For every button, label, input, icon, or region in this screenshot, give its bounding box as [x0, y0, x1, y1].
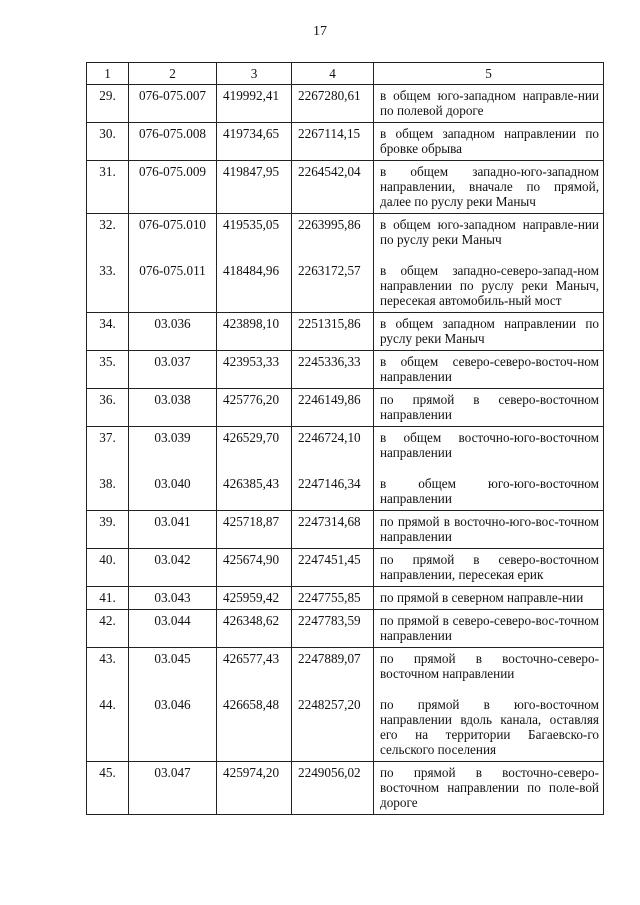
row-number: 43. [87, 648, 129, 686]
point-code: 076-075.007 [129, 85, 217, 123]
coord-y: 2247755,85 [292, 587, 374, 610]
boundary-description: по прямой в юго-восточном направлении вдоль канала, оставляя его на территории Багаевско-го сельского поселения [374, 685, 604, 762]
point-code: 03.045 [129, 648, 217, 686]
table-row [87, 685, 604, 762]
coord-y: 2263172,57 [292, 251, 374, 313]
coord-y: 2267280,61 [292, 85, 374, 123]
coord-y: 2249056,02 [292, 762, 374, 815]
coord-x: 426658,48 [217, 685, 292, 762]
table-row [87, 251, 604, 313]
column-header: 3 [217, 63, 292, 85]
boundary-description: по прямой в восточно-северо-восточном направлении по поле-вой дороге [374, 762, 604, 815]
table-row [87, 427, 604, 465]
row-number: 41. [87, 587, 129, 610]
table-row [87, 313, 604, 351]
table-row [87, 464, 604, 511]
table-row [87, 762, 604, 815]
coord-y: 2246149,86 [292, 389, 374, 427]
row-number: 30. [87, 123, 129, 161]
boundary-description: по прямой в северо-восточном направлении [374, 389, 604, 427]
row-number: 34. [87, 313, 129, 351]
row-number: 31. [87, 161, 129, 214]
point-code: 03.036 [129, 313, 217, 351]
coord-y: 2267114,15 [292, 123, 374, 161]
boundary-description: по прямой в северо-восточном направлении, пересекая ерик [374, 549, 604, 587]
boundary-points-table [86, 62, 604, 815]
table-row [87, 610, 604, 648]
coord-x: 426529,70 [217, 427, 292, 465]
row-number: 37. [87, 427, 129, 465]
boundary-description: в общем юго-юго-восточном направлении [374, 464, 604, 511]
coord-x: 425974,20 [217, 762, 292, 815]
boundary-description: в общем юго-западном направле-нии по полевой дороге [374, 85, 604, 123]
point-code: 03.046 [129, 685, 217, 762]
coord-x: 423898,10 [217, 313, 292, 351]
coord-x: 419535,05 [217, 214, 292, 252]
point-code: 03.038 [129, 389, 217, 427]
coord-y: 2245336,33 [292, 351, 374, 389]
boundary-description: по прямой в северо-северо-вос-точном направлении [374, 610, 604, 648]
coord-y: 2248257,20 [292, 685, 374, 762]
point-code: 076-075.011 [129, 251, 217, 313]
row-number: 35. [87, 351, 129, 389]
column-header: 4 [292, 63, 374, 85]
point-code: 076-075.010 [129, 214, 217, 252]
row-number: 39. [87, 511, 129, 549]
coord-y: 2247783,59 [292, 610, 374, 648]
table-row [87, 214, 604, 252]
coord-x: 425776,20 [217, 389, 292, 427]
table-row [87, 161, 604, 214]
boundary-description: в общем западно-северо-запад-ном направлении по руслу реки Маныч, пересекая автомобиль-ный мост [374, 251, 604, 313]
column-header: 1 [87, 63, 129, 85]
boundary-description: в общем восточно-юго-восточном направлении [374, 427, 604, 465]
row-number: 36. [87, 389, 129, 427]
table-row [87, 389, 604, 427]
coord-x: 425674,90 [217, 549, 292, 587]
row-number: 29. [87, 85, 129, 123]
boundary-description: по прямой в северном направле-нии [374, 587, 604, 610]
page-number: 17 [313, 24, 327, 39]
column-header: 2 [129, 63, 217, 85]
coord-x: 419734,65 [217, 123, 292, 161]
coord-y: 2246724,10 [292, 427, 374, 465]
table-row [87, 85, 604, 123]
coord-y: 2247451,45 [292, 549, 374, 587]
coord-x: 418484,96 [217, 251, 292, 313]
table-row [87, 648, 604, 686]
row-number: 42. [87, 610, 129, 648]
table-header-row [87, 63, 604, 85]
point-code: 03.039 [129, 427, 217, 465]
point-code: 03.047 [129, 762, 217, 815]
point-code: 03.042 [129, 549, 217, 587]
table-row [87, 587, 604, 610]
coord-x: 426385,43 [217, 464, 292, 511]
boundary-description: в общем юго-западном направле-нии по руслу реки Маныч [374, 214, 604, 252]
coord-y: 2247146,34 [292, 464, 374, 511]
coord-x: 426577,43 [217, 648, 292, 686]
coord-y: 2264542,04 [292, 161, 374, 214]
boundary-description: по прямой в восточно-юго-вос-точном направлении [374, 511, 604, 549]
point-code: 076-075.008 [129, 123, 217, 161]
boundary-description: в общем западном направлении по бровке обрыва [374, 123, 604, 161]
coord-x: 419847,95 [217, 161, 292, 214]
point-code: 03.044 [129, 610, 217, 648]
boundary-description: по прямой в восточно-северо-восточном направлении [374, 648, 604, 686]
coord-y: 2247314,68 [292, 511, 374, 549]
point-code: 03.043 [129, 587, 217, 610]
coord-x: 419992,41 [217, 85, 292, 123]
coord-y: 2251315,86 [292, 313, 374, 351]
coord-y: 2247889,07 [292, 648, 374, 686]
row-number: 44. [87, 685, 129, 762]
coord-x: 425718,87 [217, 511, 292, 549]
coord-x: 426348,62 [217, 610, 292, 648]
point-code: 03.040 [129, 464, 217, 511]
point-code: 03.037 [129, 351, 217, 389]
column-header: 5 [374, 63, 604, 85]
coord-x: 425959,42 [217, 587, 292, 610]
row-number: 45. [87, 762, 129, 815]
table-row [87, 549, 604, 587]
boundary-description: в общем западном направлении по руслу реки Маныч [374, 313, 604, 351]
table-row [87, 123, 604, 161]
table-row [87, 511, 604, 549]
coord-x: 423953,33 [217, 351, 292, 389]
coord-y: 2263995,86 [292, 214, 374, 252]
row-number: 40. [87, 549, 129, 587]
point-code: 03.041 [129, 511, 217, 549]
boundary-description: в общем западно-юго-западном направлении, вначале по прямой, далее по руслу реки Маныч [374, 161, 604, 214]
boundary-description: в общем северо-северо-восточ-ном направлении [374, 351, 604, 389]
point-code: 076-075.009 [129, 161, 217, 214]
row-number: 38. [87, 464, 129, 511]
row-number: 33. [87, 251, 129, 313]
row-number: 32. [87, 214, 129, 252]
table-row [87, 351, 604, 389]
